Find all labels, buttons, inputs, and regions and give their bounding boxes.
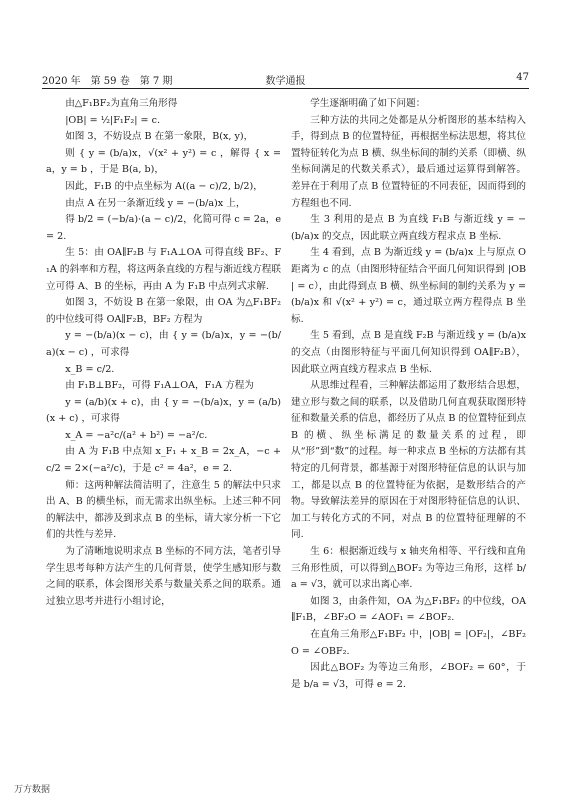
- watermark: 万方数据: [14, 785, 51, 795]
- issue-info: 2020 年 第 59 卷 第 7 期: [42, 76, 173, 87]
- paragraph: 生 3 利用的是点 B 为直线 F₁B 与渐近线 y = −(b/a)x 的交点，因此联立两直线方程求点 B 坐标.: [291, 214, 526, 242]
- paragraph: 生 4 看到，点 B 为渐近线 y = (b/a)x 上与原点 O 距离为 c 的点（由图形特征结合平面几何知识得到 |OB| = c），由此得到点 B 横、纵坐标间的制约关系为 y = (b/a)x 和 √(x² + y²) = c，通过联立两方程得点 B 坐标.: [291, 247, 526, 325]
- paragraph: 师：这两种解法简洁明了，注意生 5 的解法中只求出 A、B 的横坐标，而无需求出纵坐标。上述三种不同的解法中，都涉及到求点 B 的坐标，请大家分析一下它们的共性与差异.: [46, 479, 281, 541]
- left-column: [46, 96, 281, 610]
- paragraph: 如图 3，不妨设点 B 在第一象限，B(x, y)，: [65, 131, 254, 143]
- paragraph: 则 { y = (b/a)x，√(x² + y²) = c ，解得 { x = a，y = b ，于是 B(a, b)，: [46, 147, 281, 176]
- paragraph: 生 5 看到，点 B 是直线 F₂B 与渐近线 y = (b/a)x 的交点（由图形特征与平面几何知识得到 OA∥F₂B），因此联立两直线方程求点 B 坐标.: [291, 330, 526, 375]
- paragraph: 学生逐渐明确了如下问题：: [310, 98, 426, 109]
- paragraph: 因此△BOF₂ 为等边三角形，∠BOF₂ = 60°，于是 b/a = √3，可得 e = 2.: [291, 662, 526, 690]
- paragraph: 为了清晰地说明求点 B 坐标的不同方法，笔者引导学生思考每种方法产生的几何背景，使学生感知形与数之间的联系，体会图形关系与数量关系之间的联系。通过独立思考并进行小组讨论，: [46, 546, 281, 607]
- paragraph: 由△F₁BF₂为直角三角形得: [65, 98, 178, 109]
- right-column: [291, 96, 526, 693]
- paragraph: y = (a/b)(x + c)，由 { y = −(b/a)x，y = (a/b)(x + c) ，可求得: [46, 396, 281, 425]
- paragraph: 由 F₁B⊥BF₂，可得 F₁A⊥OA，F₁A 方程为: [65, 380, 254, 392]
- paragraph: 因此，F₁B 的中点坐标为 A((a − c)/2, b/2)，: [65, 180, 263, 192]
- paragraph: 生 6：根据渐近线与 x 轴夹角相等、平行线和直角三角形性质，可以得到△BOF₂ 为等边三角形，这样 b/a = √3，就可以求出离心率.: [291, 546, 526, 591]
- paragraph: y = −(b/a)(x − c)，由 { y = (b/a)x，y = −(b/a)(x − c) ，可求得: [46, 330, 281, 358]
- paragraph: 得 b/2 = (−b/a)·(a − c)/2，化简可得 c = 2a，e = 2.: [46, 214, 281, 242]
- paragraph: 在直角三角形△F₁BF₂ 中，|OB| = |OF₂|，∠BF₂O = ∠OBF₂.: [291, 629, 526, 657]
- paragraph: 如图 3，不妨设 B 在第一象限，由 OA 为△F₁BF₂ 的中位线可得 OA∥F₂B，BF₂ 方程为: [46, 297, 281, 325]
- paragraph: 从思维过程看，三种解法都运用了数形结合思想，建立形与数之间的联系，以及借助几何直观获取图形特征和数量关系的信息，都经历了从点 B 的位置特征到点 B 的横、纵坐标满足的数量关系的过程，即从“形”到“数”的过程。每一种求点 B 坐标的方法都有其特定的几何背景，都基源于对图形特征信息的认识与加工，都是以点 B 的位置特征为依据，是数形结合的产物。导致解法差异的原因在于对图形特征信息的认识、加工与转化方式的不同，对点 B 的位置特征理解的不同.: [291, 380, 526, 541]
- paragraph: 由 A 为 F₁B 中点知 x_F₁ + x_B = 2x_A，−c + c/2 = 2×(−a²/c)，于是 c² = 4a²，e = 2.: [46, 446, 281, 475]
- header-rule: [42, 88, 529, 89]
- paragraph: 由点 A 在另一条渐近线 y = −(b/a)x 上，: [65, 197, 246, 209]
- paragraph: 三种方法的共同之处都是从分析图形的基本结构入手，得到点 B 的位置特征，再根据坐标法思想，将其位置特征转化为点 B 横、纵坐标间的制约关系（即横、纵坐标间满足的代数关系式），最后通过运算得到解答。差异在于利用了点 B 位置特征的不同表征，因而得到的方程组也不同.: [291, 114, 526, 209]
- journal-name: 数学通报: [265, 76, 306, 87]
- paragraph: x_A = −a²c/(a² + b²) = −a²/c.: [65, 429, 208, 441]
- page-number: 47: [516, 72, 529, 83]
- paragraph: 如图 3，由条件知，OA 为△F₁BF₂ 的中位线，OA∥F₁B，∠BF₂O = ∠AOF₁ = ∠BOF₂.: [291, 595, 526, 624]
- paragraph: x_B = c/2.: [65, 363, 115, 375]
- paragraph: 生 5：由 OA∥F₂B 与 F₁A⊥OA 可得直线 BF₂、F₁A 的斜率和方程，将这两条直线的方程与渐近线方程联立可得 A、B 的坐标，再由 A 为 F₁B 中点列式求解.: [46, 247, 281, 292]
- paragraph: |OB| = ½|F₁F₂| = c.: [65, 114, 161, 126]
